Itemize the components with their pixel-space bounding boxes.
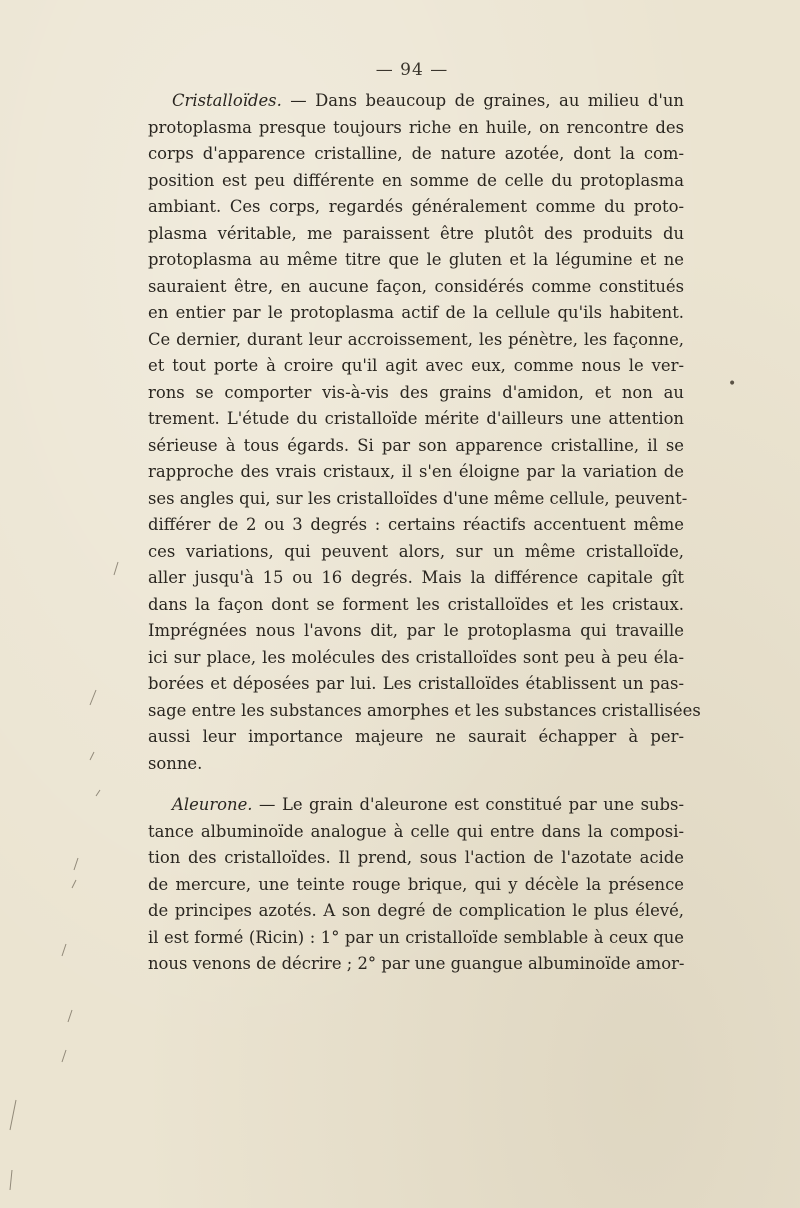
text-line: en entier par le protoplasma actif de la cellule qu'ils habitent.	[148, 303, 684, 322]
text-line: plasma véritable, me paraissent être plutôt des produits du	[148, 223, 684, 243]
text-line: tance albuminoïde analogue à celle qui entre dans la composi-	[148, 821, 684, 841]
text-line: Imprégnées nous l'avons dit, par le protoplasma qui travaille	[148, 621, 684, 640]
section-lead-aleurone: Aleurone.	[172, 795, 253, 814]
text-line: de mercure, une teinte rouge brique, qui y décèle la présence	[148, 874, 684, 894]
text-line: ambiant. Ces corps, regardés généralement comme du proto-	[148, 197, 684, 216]
text-line: sage entre les substances amorphes et les substances cristallisées	[148, 700, 701, 720]
text-line: différer de 2 ou 3 degrés : certains réactifs accentuent même	[148, 515, 684, 534]
text-line: ici sur place, les molécules des cristalloïdes sont peu à peu éla-	[148, 647, 684, 667]
text-line: ses angles qui, sur les cristalloïdes d'une même cellule, peuvent-	[148, 488, 688, 508]
text-line: de principes azotés. A son degré de complication le plus élevé,	[148, 901, 684, 920]
text-line: et tout porte à croire qu'il agit avec eux, comme nous le ver-	[148, 356, 684, 375]
margin-pencil-marks	[0, 0, 120, 1208]
text-line: borées et déposées par lui. Les cristalloïdes établissent un pas-	[148, 674, 684, 693]
text-line: tion des cristalloïdes. Il prend, sous l'action de l'azotate acide	[148, 848, 684, 867]
text-line: nous venons de décrire ; 2° par une guangue albuminoïde amor-	[148, 954, 685, 973]
text-line: aussi leur importance majeure ne saurait échapper à per-	[148, 727, 684, 746]
section-lead-cristalloides: Cristalloïdes.	[172, 91, 282, 110]
paragraph-aleurone	[148, 792, 684, 978]
margin-dot: •	[728, 376, 737, 392]
text-line: rons se comporter vis-à-vis des grains d'amidon, et non au	[148, 382, 684, 402]
text-line: sonne.	[148, 753, 203, 773]
text-line: trement. L'étude du cristalloïde mérite d'ailleurs une attention	[148, 409, 684, 428]
text-line: Cristalloïdes. — Dans beaucoup de graines, au milieu d'un	[172, 91, 684, 110]
text-line: corps d'apparence cristalline, de nature azotée, dont la com-	[148, 144, 684, 163]
text-line: protoplasma au même titre que le gluten et la légumine et ne	[148, 250, 684, 269]
page-number	[0, 60, 800, 80]
text-line: il est formé (Ricin) : 1° par un cristalloïde semblable à ceux que	[148, 927, 684, 947]
text-line: sauraient être, en aucune façon, considérés comme constitués	[148, 276, 684, 296]
text-line: Aleurone. — Le grain d'aleurone est constitué par une subs-	[172, 795, 684, 814]
text-line: Ce dernier, durant leur accroissement, les pénètre, les façonne,	[148, 329, 684, 349]
text-line: sérieuse à tous égards. Si par son apparence cristalline, il se	[148, 435, 684, 455]
text-line: aller jusqu'à 15 ou 16 degrés. Mais la différence capitale gît	[148, 568, 684, 587]
text-line: ces variations, qui peuvent alors, sur un même cristalloïde,	[148, 541, 684, 561]
paragraph-cristalloides	[148, 88, 701, 777]
text-line: protoplasma presque toujours riche en huile, on rencontre des	[148, 117, 684, 137]
text-line: dans la façon dont se forment les cristalloïdes et les cristaux.	[148, 594, 684, 614]
text-line: position est peu différente en somme de celle du protoplasma	[148, 170, 684, 190]
text-line: rapproche des vrais cristaux, il s'en éloigne par la variation de	[148, 462, 684, 481]
page-number-text: — 94 —	[375, 60, 449, 80]
